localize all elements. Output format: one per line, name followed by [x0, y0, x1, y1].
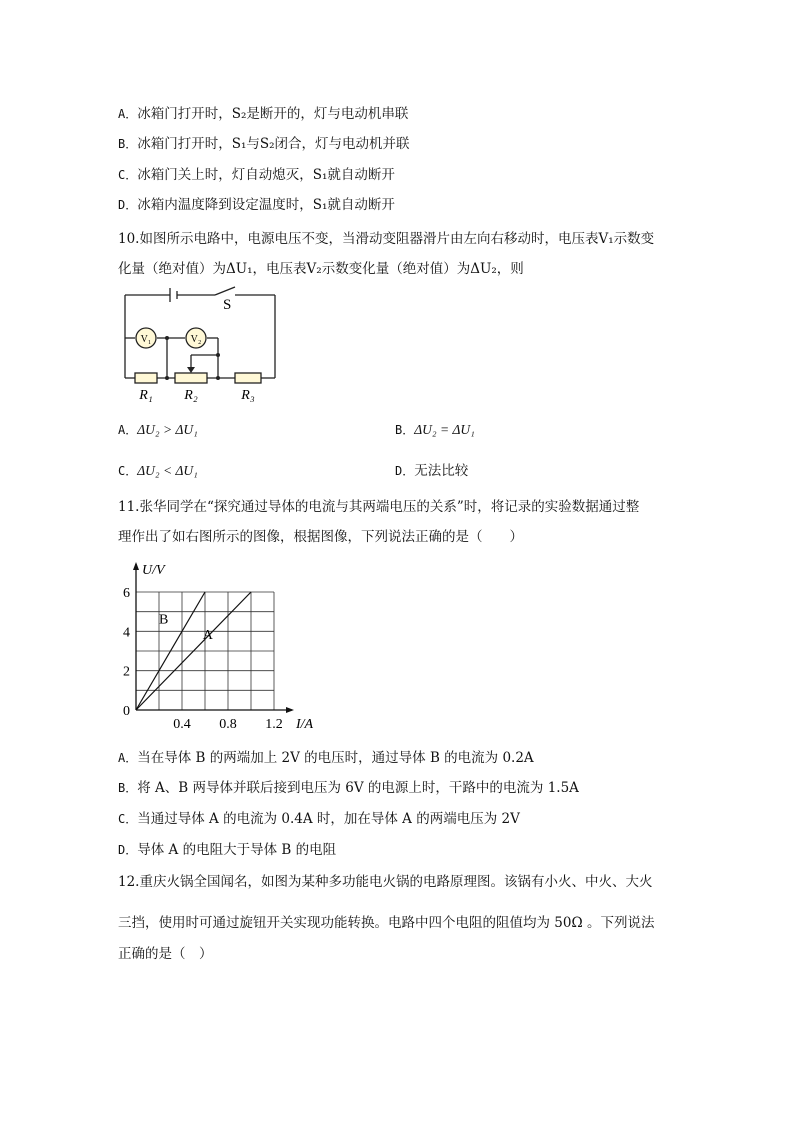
q10-option-b: B．ΔU₂ = ΔU₁	[395, 422, 475, 437]
q9-option-b: B．冰箱门打开时，S₁与S₂闭合，灯与电动机并联	[118, 136, 410, 152]
v1-label: V₁	[140, 334, 152, 345]
series-label-a: A	[202, 628, 213, 644]
q9-option-c: C．冰箱门关上时，灯自动熄灭，S₁就自动断开	[118, 167, 395, 183]
q10-stem-line1: 10.如图所示电路中，电源电压不变，当滑动变阻器滑片由左向右移动时，电压表V₁示数变	[118, 231, 655, 247]
q10-option-a: A．ΔU₂ > ΔU₁	[118, 422, 198, 437]
y-axis-arrow-icon	[133, 562, 139, 570]
q10-option-d: D．无法比较	[395, 463, 469, 479]
x-tick-label: 1.2	[265, 717, 283, 732]
q11-option-d: D．导体 A 的电阻大于导体 B 的电阻	[118, 842, 337, 858]
q12-stem-line3: 正确的是（ ）	[118, 946, 213, 962]
q9-option-d: D．冰箱内温度降到设定温度时，S₁就自动断开	[118, 197, 395, 213]
resistor-r3	[235, 373, 261, 383]
q11-ui-chart	[112, 560, 327, 735]
q11-option-b: B．将 A、B 两导体并联后接到电压为 6V 的电源上时，干路中的电流为 1.5A	[118, 780, 579, 796]
q11-stem-line1: 11.张华同学在“探究通过导体的电流与其两端电压的关系”时，将记录的实验数据通过整	[118, 499, 640, 515]
y-axis-label: U/V	[142, 563, 165, 578]
r1-label: R₁	[139, 388, 153, 403]
series-label-b: B	[159, 612, 169, 628]
switch-label: S	[223, 297, 232, 313]
slider-arrow-icon	[187, 367, 195, 373]
x-tick-label: 0.4	[173, 717, 191, 732]
q9-option-a: A．冰箱门打开时，S₂是断开的，灯与电动机串联	[118, 106, 409, 122]
q11-option-c: C．当通过导体 A 的电流为 0.4A 时，加在导体 A 的两端电压为 2V	[118, 811, 520, 827]
y-tick-label: 6	[123, 586, 130, 601]
y-tick-label: 4	[123, 625, 130, 641]
resistor-r1	[135, 373, 157, 383]
y-tick-label: 0	[123, 704, 130, 719]
r3-label: R₃	[241, 388, 255, 403]
y-tick-label: 2	[123, 664, 130, 680]
r2-label: R₂	[184, 388, 198, 403]
q12-stem-line2: 三挡，使用时可通过旋钮开关实现功能转换。电路中四个电阻的阻值均为 50Ω 。下列说法	[118, 915, 655, 931]
x-tick-label: 0.8	[219, 717, 237, 732]
switch-blade	[215, 287, 235, 295]
q11-stem-line2: 理作出了如右图所示的图像，根据图像，下列说法正确的是（ ）	[118, 529, 523, 545]
x-axis-label: I/A	[296, 717, 314, 732]
q12-stem-line1: 12.重庆火锅全国闻名，如图为某种多功能电火锅的电路原理图。该锅有小火、中火、大火	[118, 874, 653, 890]
q11-option-a: A．当在导体 B 的两端加上 2V 的电压时，通过导体 B 的电流为 0.2A	[118, 750, 534, 766]
resistor-r2	[175, 373, 207, 383]
q10-stem-line2: 化量（绝对值）为ΔU₁，电压表V₂示数变化量（绝对值）为ΔU₂，则	[118, 261, 524, 277]
q10-option-c: C．ΔU₂ < ΔU₁	[118, 463, 198, 478]
q10-circuit-diagram	[115, 285, 285, 410]
x-axis-arrow-icon	[286, 707, 294, 713]
v2-label: V₂	[190, 334, 202, 345]
